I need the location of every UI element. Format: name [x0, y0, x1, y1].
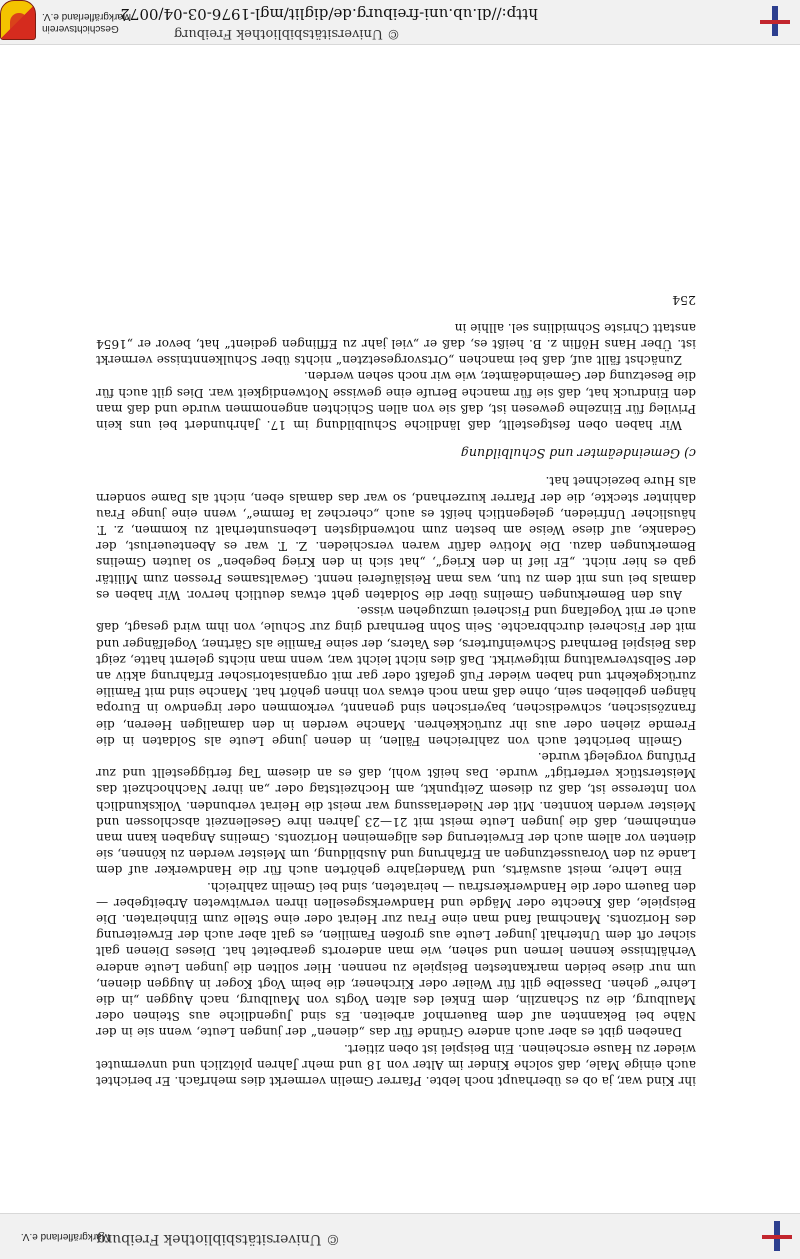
paragraph: Daneben gibt es aber auch andere Gründe für das „dienen“ der jungen Leute, wenn sie in der Nähe bei Bekannten auf dem Bauernhof arbeiten. Es sind Jugendliche aus Steinen oder Maulburg, die zu Schanzlin, dem Enkel des alten Vogts von Maulburg, nach Auggen „in die Lehre“ gehen. Dasselbe gilt für Weiler oder Kirchener, die beim Vogt Koger in Auggen dienen, um nur diese beiden markantesten Beispiele zu nennen. Hier sollten die jungen Leute andere Verhältnisse kennen lernen und sehen, wie man anderorts gearbeitet hat. Dieses Dienen galt sicher oft dem Unterhalt junger Leute aus großen Familien, es galt aber auch der Erweiterung des Horizonts. Manchmal fand man eine Frau zur Heirat oder eine Stelle zum Einheiraten. Die Beispiele, daß Knechte oder Mägde und Handwerksgesellen ihren verwitweten Arbeitgeber — den Bauern oder die Handwerkersfrau — heirateten, sind bei Gmelin zahlreich. [96, 879, 696, 1040]
university-library-logo-icon [760, 6, 790, 36]
association-line: Markgräflerland e.V. [42, 11, 132, 22]
document-page [96, 280, 696, 1089]
page-number: 254 [672, 292, 696, 308]
paragraph: Wir haben oben festgestellt, daß ländliche Schulbildung im 17. Jahrhundert bei uns kein Privileg für Einzelne gewesen ist, daß sie von allen Schichten angenommen wurde und daß man den Eindruck hat, daß sie für manche Berufe eine gewisse Notwendigkeit war. Dies gilt auch für die Besetzung der Gemeindeämter, wie wir noch sehen werden. [96, 369, 696, 433]
paragraph: ihr Kind war, ja ob es überhaupt noch lebte. Pfarrer Gmelin vermerkt dies mehrfach. Er berichtet auch einige Male, daß solche Kinder im Alter von 18 und mehr Jahren plötzlich und unvermutet wieder zu Hause erscheinen. Ein Beispiel ist oben zitiert. [96, 1041, 696, 1088]
association-crest-icon [0, 0, 36, 40]
paragraph: Aus den Bemerkungen Gmelins über die Soldaten geht etwas deutlich hervor. Wir haben es damals bei uns mit dem zu tun, was man Reisläuferei nennt. Gewaltsames Pressen zum Militär gab es hier nicht. „Er lief in den Krieg“, „hat sich in den Krieg begeben“ so lauten Gmelins Bemerkungen dazu. Die Motive dafür waren verschieden. Z. T. war es Abenteuerlust, der Gedanke, auf diese Weise am besten zum notwendigsten Lebensunterhalt zu kommen, z. T. häuslicher Unfrieden, gelegentlich heißt es auch „cherchez la femme“, wenn eine junge Frau dahinter steckte, die der Pfarrer kurzerhand, so war das damals eben, nicht als Dame sondern als Hure bezeichnet hat. [96, 474, 696, 602]
footer-copyright: © Universitätsbibliothek Freiburg [96, 1231, 340, 1247]
header-copyright: © Universitätsbibliothek Freiburg [173, 26, 400, 41]
paragraph: Gmelin berichtet auch von zahlreichen Fällen, in denen junge Leute als Soldaten in die Fremde ziehen oder aus ihr zurückkehren. Manche werden in den damaligen Heeren, die französischen, schwedischen, bayerischen sind genannt, verkommen oder irgendwo in Europa hängen geblieben sein, ohne daß man noch etwas von ihnen gehört hat. Manche sind mit Familie zurückgekehrt und haben wieder Fuß gefaßt oder gar mit organisatorischer Erfahrung aktiv an der Selbstverwaltung mitgewirkt. Daß dies nicht leicht war, wenn man nichts gelernt hatte, zeigt das Beispiel Bernhard Schweinfurters, des Vaters, der seine Familie als Gärtner, Vogelfänger und mit der Fischerei durchbrachte. Sein Sohn Bernhard ging zur Schule, von ihm wird gesagt, daß auch er mit Vogelfang und Fischerei umzugehen wisse. [96, 604, 696, 748]
header-url[interactable]: http://dl.ub.uni-freiburg.de/diglit/mgl-1976-03-04/0072 [120, 5, 538, 23]
paragraph: Zunächst fällt auf, daß bei manchen „Ortsvorgesetzten“ nichts über Schulkenntnisse vermerkt ist. Über Hans Höflin z. B. heißt es, daß er „viel jahr zu Efflingen gedient“ hat, bevor er „1654 anstatt Christe Schmidlins sel. allhie in [96, 320, 696, 368]
section-heading: c) Gemeindeämter und Schulbildung [460, 446, 696, 462]
paragraph: Eine Lehre, meist auswärts, und Wanderjahre gehörten auch für die Handwerker auf dem Lande zu den Voraussetzungen an Erfahrung und Ausbildung, um Meister werden zu können, sie dienten vor allem auch der Erweiterung des allgemeinen Horizonts. Gmelins Angaben kann man entnehmen, daß die jungen Leute meist mit 21—23 Jahren ihre Gesellenzeit abschlossen und Meister werden konnten. Mit der Niederlassung war meist die Heirat verbunden. Volkskundlich von Interesse ist, daß zu diesem Zeitpunkt, am Hochzeitstag oder „an ihrer Nachhochzeit das Meisterstück verfertigt“ wurde. Das heißt wohl, daß es an diesem Tag fertiggestellt und zur Prüfung vorgelegt wurde. [96, 749, 696, 878]
association-line: Geschichtsverein [42, 23, 119, 34]
page-number-row [96, 290, 696, 308]
viewer-top-bar [0, 1213, 800, 1259]
footer-association: Markgräflerland e.V. [20, 1231, 110, 1242]
university-library-logo-icon [762, 1221, 792, 1251]
viewer-bottom-bar [0, 0, 800, 45]
